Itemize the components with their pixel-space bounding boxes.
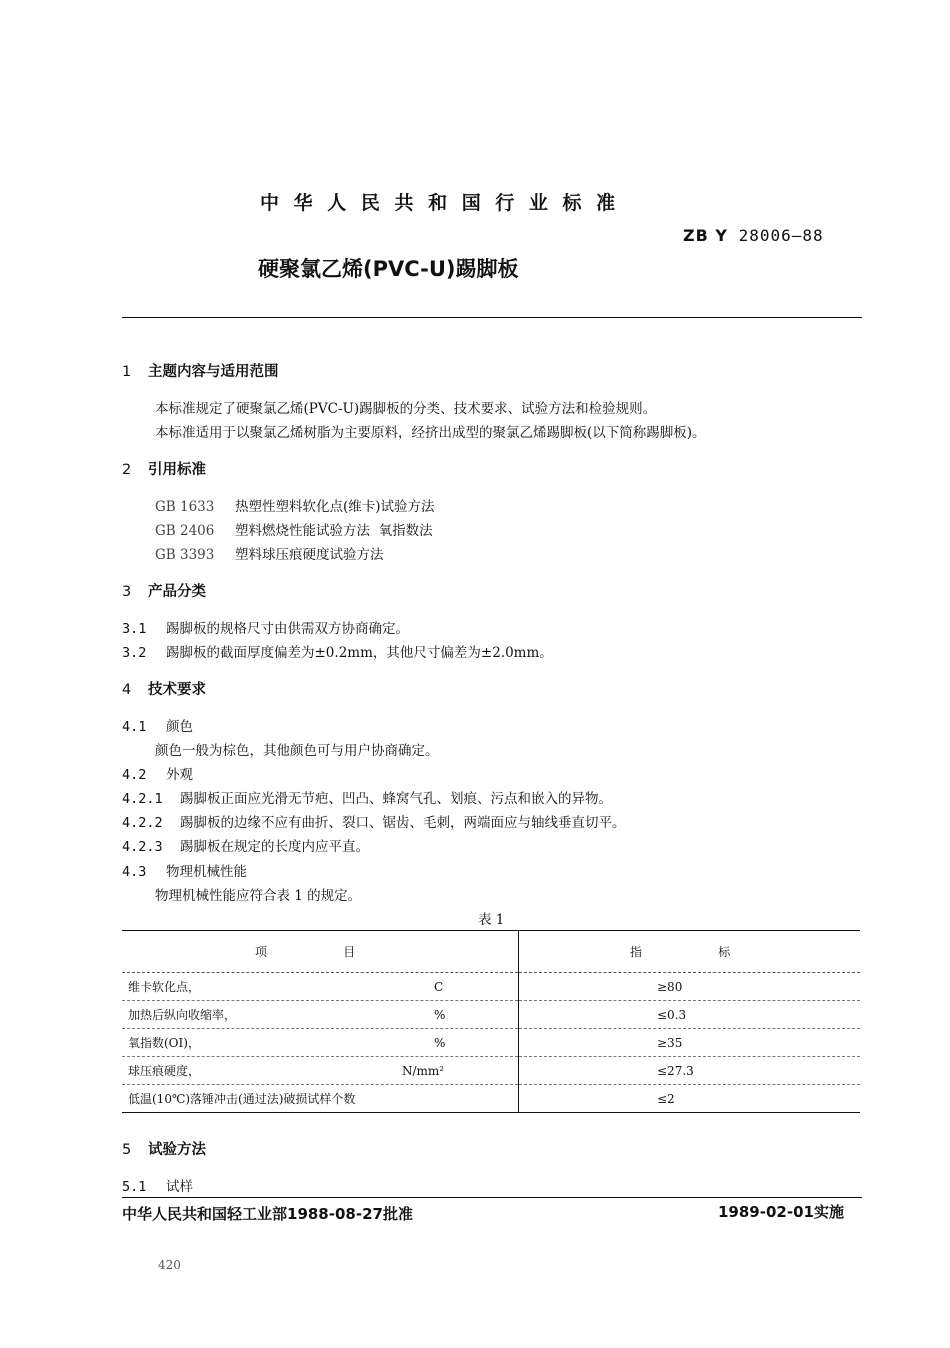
effective-date: 1989-02-01实施 xyxy=(718,1203,844,1221)
section-5-heading: 5 试验方法 xyxy=(122,1142,206,1158)
header-item: 项 目 xyxy=(122,931,519,973)
clause-4-2-3: 4.2.3 踢脚板在规定的长度内应平直。 xyxy=(122,839,369,855)
row-item: 维卡软化点， xyxy=(128,980,201,994)
standard-code xyxy=(683,226,824,245)
row-unit: % xyxy=(434,1008,446,1022)
row-item: 低温(10℃)落锤冲击(通过法)破损试样个数 xyxy=(128,1092,356,1106)
row-value: ≤0.3 xyxy=(519,1001,861,1029)
row-unit: % xyxy=(434,1036,446,1050)
section-4-heading: 4 技术要求 xyxy=(122,682,206,698)
section-1-paragraph-2: 本标准适用于以聚氯乙烯树脂为主要原料，经挤出成型的聚氯乙烯踢脚板(以下简称踢脚板)。 xyxy=(155,425,706,441)
row-item: 加热后纵向收缩率， xyxy=(128,1008,237,1022)
section-1-paragraph-1: 本标准规定了硬聚氯乙烯(PVC-U)踢脚板的分类、技术要求、试验方法和检验规则。 xyxy=(155,401,657,417)
document-title: 硬聚氯乙烯(PVC-U)踢脚板 xyxy=(258,257,519,281)
clause-3-1: 3.1 踢脚板的规格尺寸由供需双方协商确定。 xyxy=(122,621,409,637)
table-row xyxy=(122,1001,860,1029)
clause-4-1: 4.1 颜色 xyxy=(122,719,193,735)
footer-rule xyxy=(122,1197,862,1198)
reference-item: GB 1633 热塑性塑料软化点(维卡)试验方法 xyxy=(155,499,435,515)
clause-4-2-1: 4.2.1 踢脚板正面应光滑无节疤、凹凸、蜂窝气孔、划痕、污点和嵌入的异物。 xyxy=(122,791,612,807)
clause-4-1-text: 颜色一般为棕色，其他颜色可与用户协商确定。 xyxy=(155,743,439,759)
table-row xyxy=(122,973,860,1001)
row-value: ≥80 xyxy=(519,973,861,1001)
table-row xyxy=(122,1057,860,1085)
table-header-row xyxy=(122,931,860,973)
row-item: 球压痕硬度， xyxy=(128,1064,201,1078)
section-3-heading: 3 产品分类 xyxy=(122,584,206,600)
row-value: ≥35 xyxy=(519,1029,861,1057)
table-row xyxy=(122,1029,860,1057)
standard-code-prefix: ZB Y xyxy=(683,226,728,245)
table-caption: 表 1 xyxy=(478,912,505,928)
properties-table xyxy=(122,930,860,1113)
row-value: ≤2 xyxy=(519,1085,861,1113)
header-value: 指 标 xyxy=(519,931,861,973)
section-1-heading: 1 主题内容与适用范围 xyxy=(122,364,279,380)
standard-code-number: 28006—88 xyxy=(738,226,824,245)
approval-line: 中华人民共和国轻工业部1988-08-27批准 xyxy=(122,1205,413,1223)
clause-4-2-2: 4.2.2 踢脚板的边缘不应有曲折、裂口、锯齿、毛刺，两端面应与轴线垂直切平。 xyxy=(122,815,626,831)
clause-4-2: 4.2 外观 xyxy=(122,767,193,783)
page-number: 420 xyxy=(158,1258,181,1272)
reference-item: GB 2406 塑料燃烧性能试验方法 氧指数法 xyxy=(155,523,433,539)
standard-category: 中 华 人 民 共 和 国 行 业 标 准 xyxy=(260,192,620,214)
clause-5-1: 5.1 试样 xyxy=(122,1179,193,1195)
header-rule xyxy=(122,317,862,318)
table-row xyxy=(122,1085,860,1113)
row-unit: N/mm² xyxy=(402,1064,445,1078)
clause-4-3-text: 物理机械性能应符合表 1 的规定。 xyxy=(155,888,362,904)
reference-item: GB 3393 塑料球压痕硬度试验方法 xyxy=(155,547,384,563)
clause-3-2: 3.2 踢脚板的截面厚度偏差为±0.2mm，其他尺寸偏差为±2.0mm。 xyxy=(122,645,553,661)
clause-4-3: 4.3 物理机械性能 xyxy=(122,864,247,880)
row-item: 氧指数(OI)， xyxy=(128,1036,200,1050)
row-unit: C xyxy=(434,980,444,994)
row-value: ≤27.3 xyxy=(519,1057,861,1085)
section-2-heading: 2 引用标准 xyxy=(122,462,206,478)
